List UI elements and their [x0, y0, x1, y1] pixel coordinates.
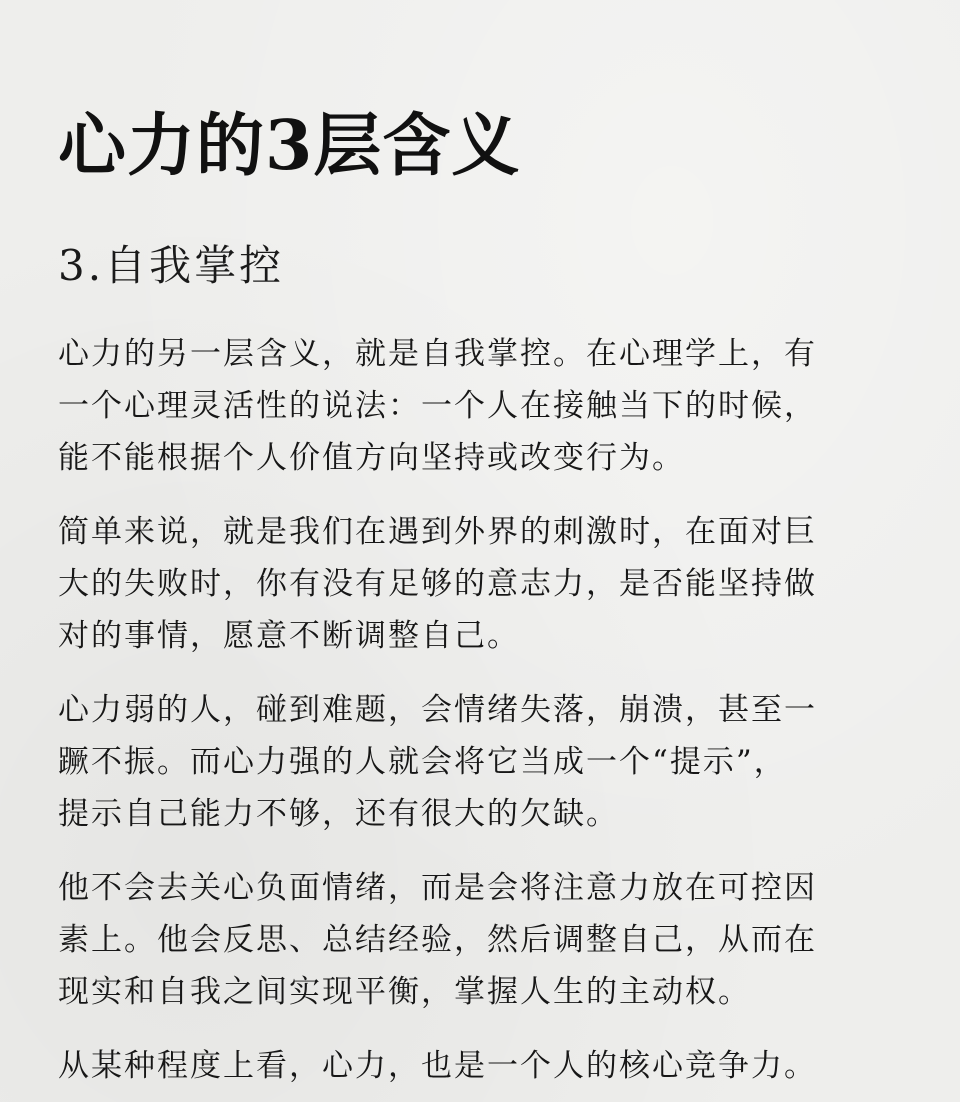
paragraph-conclusion — [58, 1040, 908, 1092]
paragraph-line: 他不会去关心负面情绪，而是会将注意力放在可控因 — [58, 870, 817, 906]
paragraph-line: 对的事情，愿意不断调整自己。 — [58, 618, 520, 654]
paragraph-line: 简单来说，就是我们在遇到外界的刺激时，在面对巨 — [58, 514, 817, 550]
paragraph-line: 一个心理灵活性的说法：一个人在接触当下的时候， — [58, 388, 817, 424]
paragraph-line: 蹶不振。而心力强的人就会将它当成一个“提示”， — [58, 744, 787, 780]
paragraph-line: 能不能根据个人价值方向坚持或改变行为。 — [58, 440, 685, 476]
paragraph-self-control — [58, 328, 908, 484]
paragraph-line: 现实和自我之间实现平衡，掌握人生的主动权。 — [58, 974, 751, 1010]
paragraph-controllable-factors — [58, 862, 908, 1018]
paragraph-weak-vs-strong — [58, 684, 908, 840]
page-title: 心力的3层含义 — [58, 106, 521, 186]
paragraph-line: 大的失败时，你有没有足够的意志力，是否能坚持做 — [58, 566, 817, 602]
section-heading: 3.自我掌控 — [58, 241, 285, 290]
paragraph-line: 素上。他会反思、总结经验，然后调整自己，从而在 — [58, 922, 817, 958]
paragraph-simply-put — [58, 506, 908, 662]
paragraph-line: 心力弱的人，碰到难题，会情绪失落，崩溃，甚至一 — [58, 692, 817, 728]
paragraph-line: 提示自己能力不够，还有很大的欠缺。 — [58, 796, 619, 832]
paragraph-line: 心力的另一层含义，就是自我掌控。在心理学上，有 — [58, 336, 817, 372]
paragraph-line: 从某种程度上看，心力，也是一个人的核心竞争力。 — [58, 1048, 817, 1084]
